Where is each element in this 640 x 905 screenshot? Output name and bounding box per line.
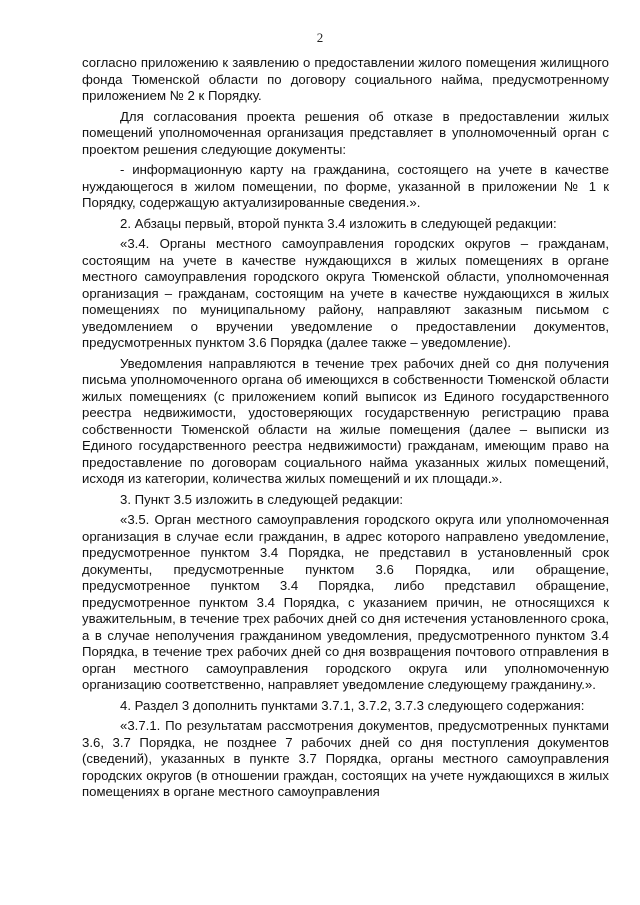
page-number: 2 — [316, 30, 324, 45]
paragraph: согласно приложению к заявлению о предоставлении жилого помещения жилищного фонда Тюменской области по договору социального найма, предусмотренному приложением № 2 к Порядку. — [82, 55, 609, 103]
paragraph: Для согласования проекта решения об отказе в предоставлении жилых помещений уполномоченная организация представляет в уполномоченный орган с проектом решения следующие документы: — [82, 108, 609, 157]
paragraph: 2. Абзацы первый, второй пункта 3.4 изложить в следующей редакции: — [120, 215, 557, 231]
paragraph: 3. Пункт 3.5 изложить в следующей редакции: — [120, 491, 404, 507]
paragraph: «3.5. Орган местного самоуправления городского округа или уполномоченная организация в случае если гражданин, в адрес которого направлено уведомление, предусмотренное пунктом 3.4 Порядка, не представил в установленный срок документы, предусмотренные пунктом 3.6 Порядка, или обращение, предусмотренное пунктом 3.4 Порядка, либо представил обращение, предусмотренное пунктом 3.4 Порядка, с указанием причин, не относящихся к уважительным, в течение трех рабочих дней со дня истечения установленного срока, а в случае неполучения гражданином уведомления, предусмотренного пунктом 3.4 Порядка, в течение трех рабочих дней со дня возвращения почтового отправления в орган местного самоуправления городского округа или уполномоченную организацию соответственно, направляет уведомление следующему гражданину.». — [82, 512, 609, 692]
paragraph: Уведомления направляются в течение трех рабочих дней со дня получения письма уполномоченного органа об имеющихся в собственности Тюменской области жилых помещениях (с приложением копий выписок из Единого государственного реестра недвижимости, удостоверяющих государственную регистрацию права собственности Тюменской области на жилые помещения (далее – выписки из Единого государственного реестра недвижимости) гражданам, имеющим право на предоставление по договорам социального найма указанных жилых помещений, исходя из категории, количества жилых помещений и их площади.». — [82, 355, 609, 486]
paragraph: 4. Раздел 3 дополнить пунктами 3.7.1, 3.7.2, 3.7.3 следующего содержания: — [120, 697, 585, 713]
document-body — [82, 55, 609, 805]
paragraph: «3.7.1. По результатам рассмотрения документов, предусмотренных пунктами 3.6, 3.7 Порядка, не позднее 7 рабочих дней со дня поступления документов (сведений), указанных в пункте 3.7 Порядка, органы местного самоуправления городских округов (в отношении граждан, состоящих на учете нуждающихся в жилых помещениях в органе местного самоуправления — [82, 718, 609, 799]
paragraph: - информационную карту на гражданина, состоящего на учете в качестве нуждающегося в жилом помещении, по форме, указанной в приложении № 1 к Порядку, содержащую актуализированные сведения.». — [82, 162, 609, 210]
paragraph: «3.4. Органы местного самоуправления городских округов – гражданам, состоящим на учете в качестве нуждающихся в жилых помещениях в органе местного самоуправления городского округа Тюменской области, уполномоченная организация – гражданам, состоящим на учете в качестве нуждающихся в жилых помещениях по муниципальному району, направляют заказным письмом с уведомлением о вручении уведомление о предоставлении документов, предусмотренных пунктом 3.6 Порядка (далее также – уведомление). — [82, 236, 609, 350]
